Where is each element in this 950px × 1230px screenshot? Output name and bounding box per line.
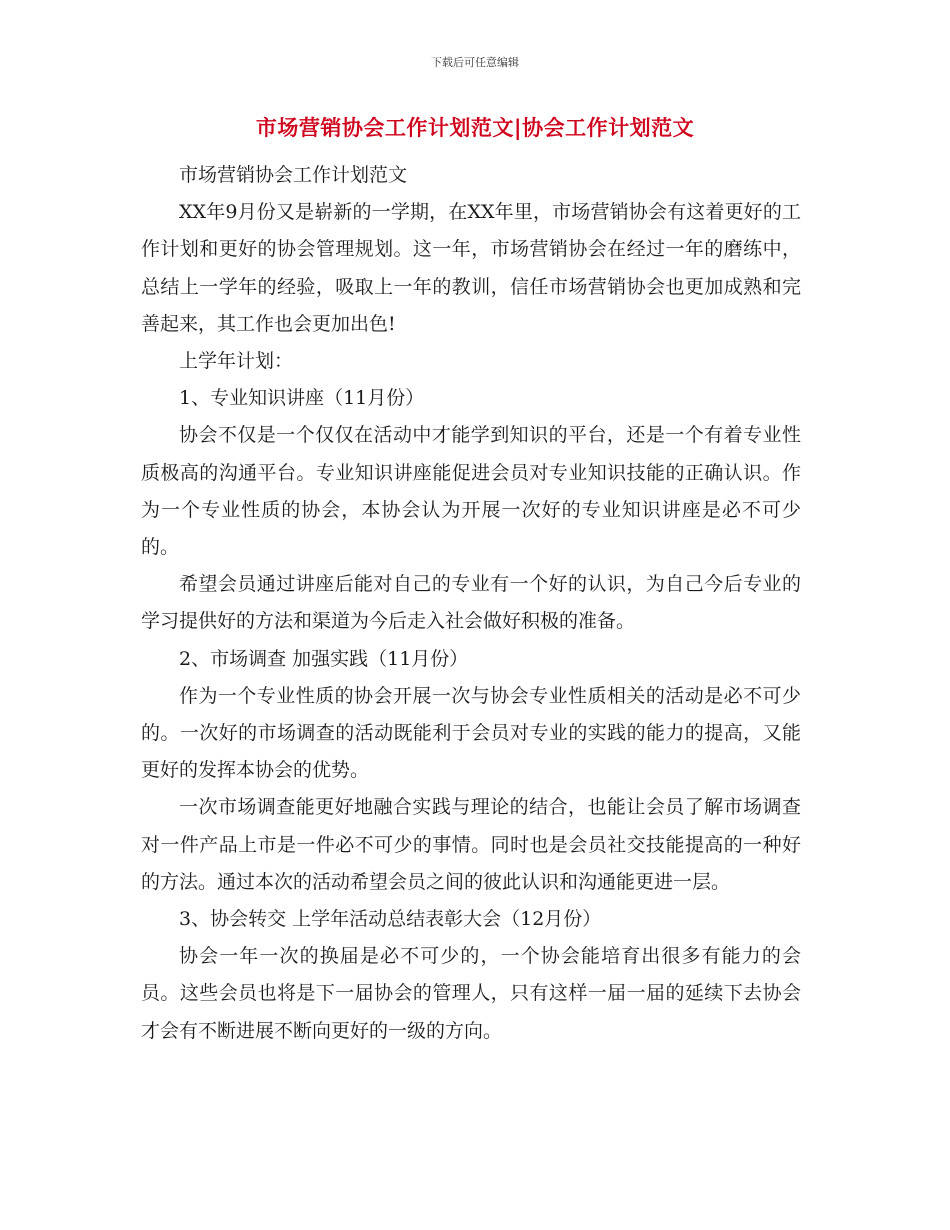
paragraph-intro: XX年9月份又是崭新的一学期，在XX年里，市场营销协会有这着更好的工作计划和更好的协会管理规划。这一年，市场营销协会在经过一年的磨练中，总结上一学年的经验，吸取上一年的教训，信任市场营销协会也更加成熟和完善起来，其工作也会更加出色! xyxy=(141,201,801,335)
document-title: 市场营销协会工作计划范文|协会工作计划范文 xyxy=(255,116,695,140)
page-header-note: 下载后可任意编辑 xyxy=(431,56,519,69)
paragraph: 作为一个专业性质的协会开展一次与协会专业性质相关的活动是必不可少的。一次好的市场调查的活动既能利于会员对专业的实践的能力的提高，又能更好的发挥本协会的优势。 xyxy=(141,684,801,782)
document-body xyxy=(141,157,801,1050)
section-heading-last-year-plan: 上学年计划： xyxy=(179,350,294,373)
paragraph: 一次市场调查能更好地融合实践与理论的结合，也能让会员了解市场调查对一件产品上市是一件必不可少的事情。同时也是会员社交技能提高的一种好的方法。通过本次的活动希望会员之间的彼此认识和沟通能更进一层。 xyxy=(141,796,801,893)
paragraph: 协会不仅是一个仅仅在活动中才能学到知识的平台，还是一个有着专业性质极高的沟通平台。专业知识讲座能促进会员对专业知识技能的正确认识。作为一个专业性质的协会，本协会认为开展一次好的专业知识讲座是必不可少的。 xyxy=(141,424,801,559)
paragraph: 希望会员通过讲座后能对自己的专业有一个好的认识，为自己今后专业的学习提供好的方法和渠道为今后走入社会做好积极的准备。 xyxy=(141,573,801,633)
item-heading-1: 1、专业知识讲座（11月份） xyxy=(179,387,425,410)
paragraph-subtitle: 市场营销协会工作计划范文 xyxy=(179,164,408,186)
item-heading-2: 2、市场调查 加强实践（11月份） xyxy=(179,647,469,670)
item-heading-3: 3、协会转交 上学年活动总结表彰大会（12月份） xyxy=(179,908,602,931)
paragraph: 协会一年一次的换届是必不可少的，一个协会能培育出很多有能力的会员。这些会员也将是下一届协会的管理人，只有这样一届一届的延续下去协会才会有不断进展不断向更好的一级的方向。 xyxy=(141,945,801,1042)
